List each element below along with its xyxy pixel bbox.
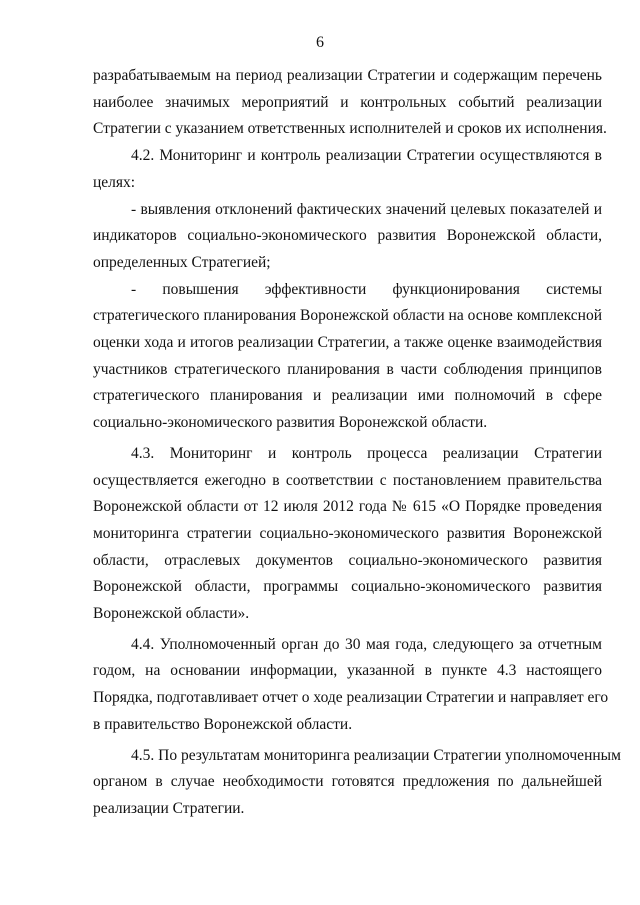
text-line: Воронежской области от 12 июля 2012 года № 615 «О Порядке проведения — [93, 498, 602, 516]
text-line: 4.3. Мониторинг и контроль процесса реализации Стратегии — [131, 444, 602, 462]
text-line: 4.5. По результатам мониторинга реализации Стратегии уполномоченным — [131, 746, 621, 764]
text-line: - выявления отклонений фактических значений целевых показателей и — [131, 200, 602, 218]
text-line: 4.4. Уполномоченный орган до 30 мая года, следующего за отчетным — [131, 635, 602, 653]
text-line: социально-экономического развития Воронежской области. — [93, 414, 488, 432]
text-line: области, отраслевых документов социально-экономического развития — [93, 551, 602, 569]
text-line: в правительство Воронежской области. — [93, 715, 353, 733]
text-line: осуществляется ежегодно в соответствии с постановлением правительства — [93, 471, 602, 489]
page-number: 6 — [316, 34, 324, 51]
text-line: разрабатываемым на период реализации Стратегии и содержащим перечень — [93, 67, 602, 84]
text-line: Воронежской области, программы социально-экономического развития — [93, 578, 602, 596]
text-line: 4.2. Мониторинг и контроль реализации Стратегии осуществляются в — [131, 147, 602, 165]
text-line: стратегического планирования Воронежской области на основе комплексной — [93, 307, 602, 325]
paragraph-4-5 — [93, 743, 621, 823]
paragraph-bullet-deviations — [93, 197, 602, 277]
text-line: - повышения эффективности функционирования системы — [131, 280, 602, 298]
text-line: наиболее значимых мероприятий и контрольных событий реализации — [93, 93, 602, 111]
text-line: стратегического планирования и реализации ими полномочий в сфере — [93, 387, 602, 405]
text-line: годом, на основании информации, указанной в пункте 4.3 настоящего — [93, 662, 602, 680]
paragraph-bullet-efficiency — [93, 277, 602, 437]
text-line: мониторинга стратегии социально-экономического развития Воронежской — [93, 524, 602, 542]
paragraph-4-3 — [93, 441, 602, 628]
text-line: реализации Стратегии. — [93, 799, 245, 817]
text-line: определенных Стратегией; — [93, 253, 271, 271]
document-body — [93, 63, 621, 823]
paragraph-4-4 — [93, 632, 609, 739]
text-line: индикаторов социально-экономического развития Воронежской области, — [93, 227, 602, 245]
paragraph-continuation — [93, 63, 607, 143]
paragraph-4-2 — [93, 143, 602, 196]
text-line: оценки хода и итогов реализации Стратегии, а также оценке взаимодействия — [93, 334, 602, 352]
text-line: Воронежской области». — [93, 605, 250, 623]
text-line: Порядка, подготавливает отчет о ходе реализации Стратегии и направляет его — [93, 689, 609, 707]
text-line: участников стратегического планирования в части соблюдения принципов — [93, 360, 602, 378]
text-line: целях: — [93, 173, 136, 191]
text-line: Стратегии с указанием ответственных исполнителей и сроков их исполнения. — [93, 120, 607, 138]
text-line: органом в случае необходимости готовятся предложения по дальнейшей — [93, 773, 602, 791]
